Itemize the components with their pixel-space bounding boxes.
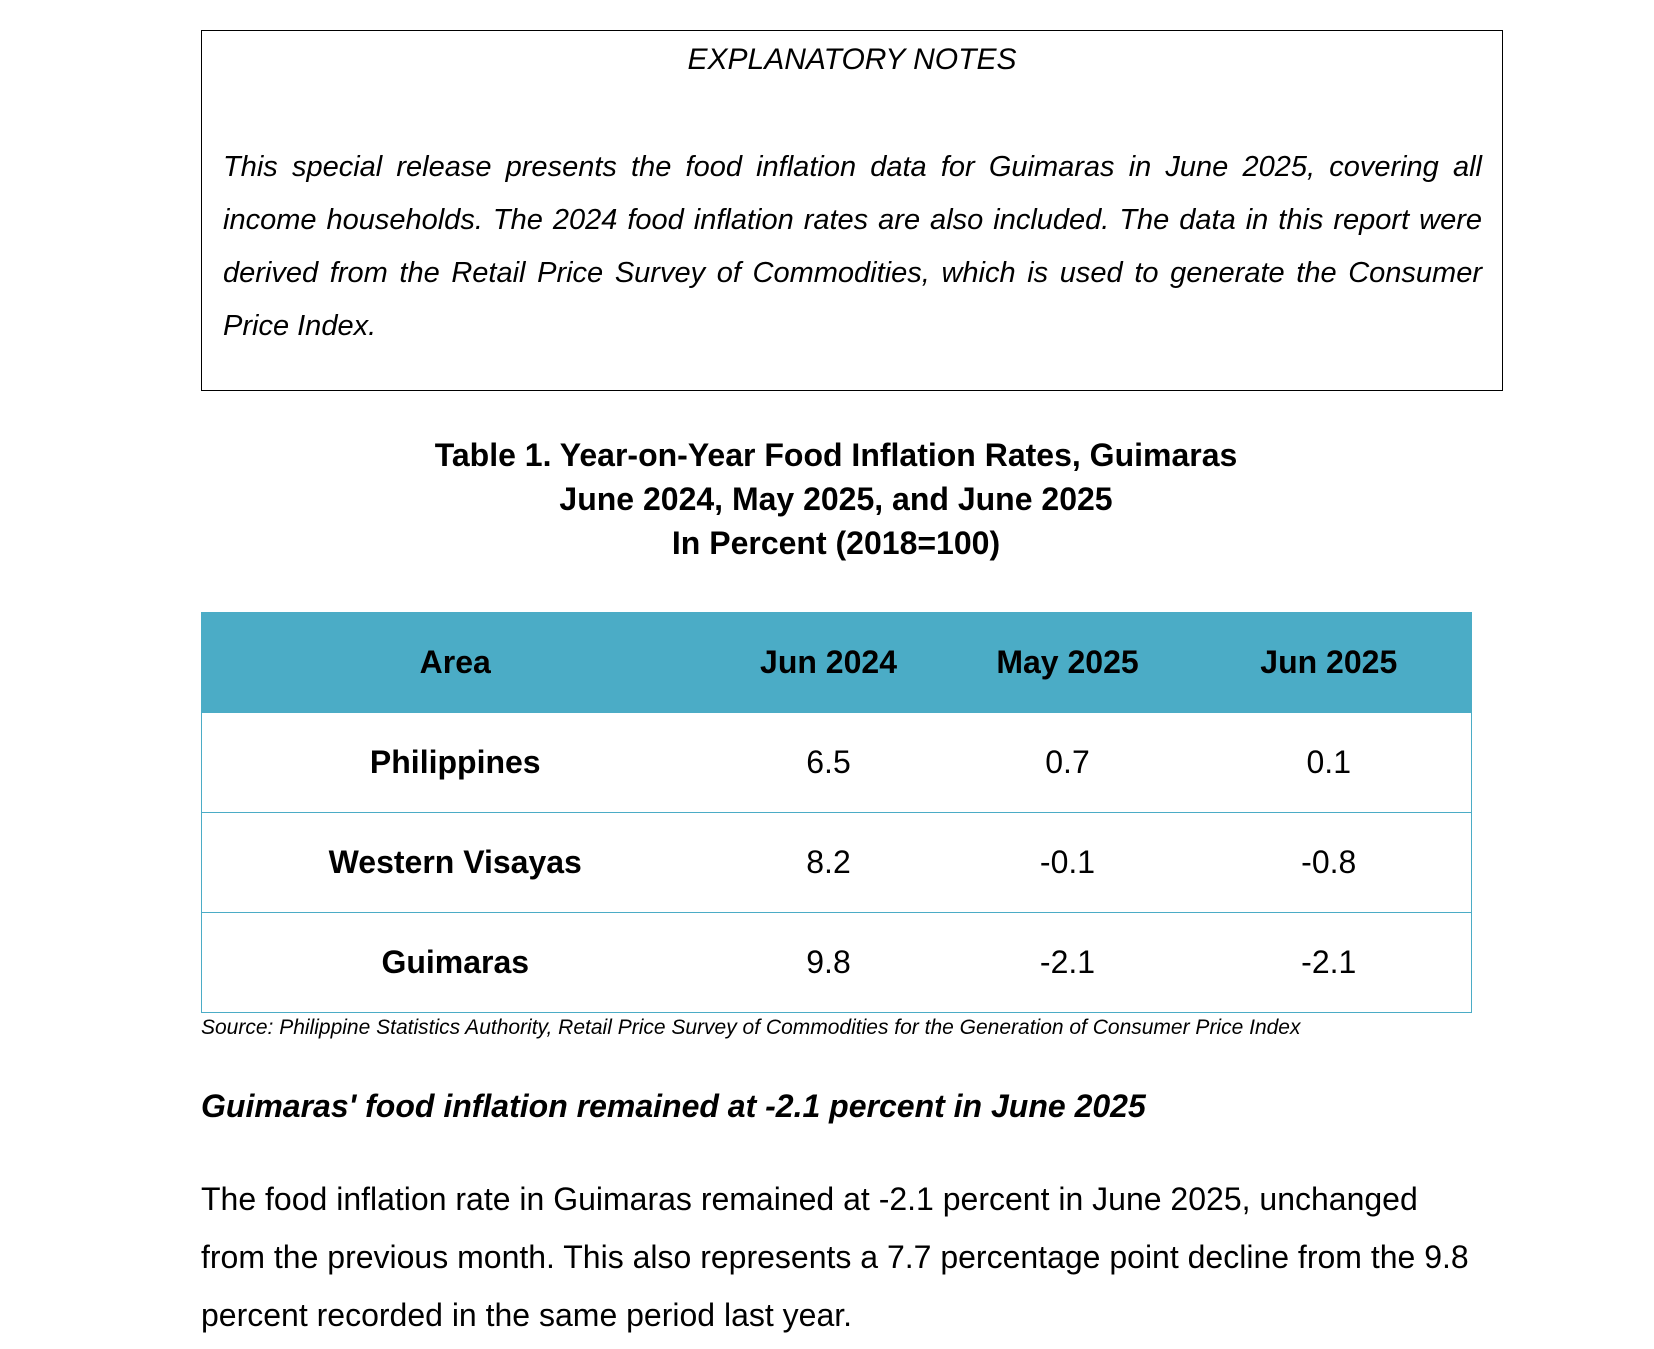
- table-header-row: [202, 613, 1472, 713]
- notes-body: This special release presents the food inflation data for Guimaras in June 2025, covering all income households. The 2024 food inflation rates are also included. The data in this report were derived from the Retail Price Survey of Commodities, which is used to generate the Consumer Price Index.: [223, 151, 1482, 342]
- row-value-jun-2024: 8.2: [709, 813, 949, 913]
- header-jun-2025: Jun 2025: [1187, 613, 1472, 713]
- row-value-may-2025: -2.1: [949, 913, 1187, 1013]
- row-area: Guimaras: [202, 913, 709, 1013]
- table-title: [201, 433, 1471, 565]
- table-row: [202, 913, 1472, 1013]
- table-title-line-1: Table 1. Year-on-Year Food Inflation Rates, Guimaras: [434, 437, 1238, 473]
- row-value-jun-2025: -2.1: [1187, 913, 1472, 1013]
- header-jun-2024: Jun 2024: [709, 613, 949, 713]
- row-value-jun-2025: 0.1: [1187, 713, 1472, 813]
- table-title-line-2: June 2024, May 2025, and June 2025: [559, 481, 1113, 517]
- notes-title: EXPLANATORY NOTES: [687, 43, 1017, 76]
- table-source-note: Source: Philippine Statistics Authority, Retail Price Survey of Commodities for the Generation of Consumer Price Index: [201, 1016, 1301, 1039]
- row-value-jun-2024: 9.8: [709, 913, 949, 1013]
- row-value-jun-2024: 6.5: [709, 713, 949, 813]
- section-headline: Guimaras' food inflation remained at -2.1 percent in June 2025: [201, 1088, 1146, 1124]
- table-row: [202, 813, 1472, 913]
- row-value-may-2025: 0.7: [949, 713, 1187, 813]
- row-area: Philippines: [202, 713, 709, 813]
- header-may-2025: May 2025: [949, 613, 1187, 713]
- table-row: [202, 713, 1472, 813]
- row-value-may-2025: -0.1: [949, 813, 1187, 913]
- explanatory-notes-box: [201, 30, 1503, 391]
- row-area: Western Visayas: [202, 813, 709, 913]
- table-title-line-3: In Percent (2018=100): [671, 525, 1001, 561]
- header-area: Area: [202, 613, 709, 713]
- row-value-jun-2025: -0.8: [1187, 813, 1472, 913]
- section-body-paragraph: The food inflation rate in Guimaras remained at -2.1 percent in June 2025, unchanged from the previous month. This also represents a 7.7 percentage point decline from the 9.8 percent recorded in the same period last year.: [201, 1181, 1469, 1333]
- inflation-table: [201, 612, 1472, 1013]
